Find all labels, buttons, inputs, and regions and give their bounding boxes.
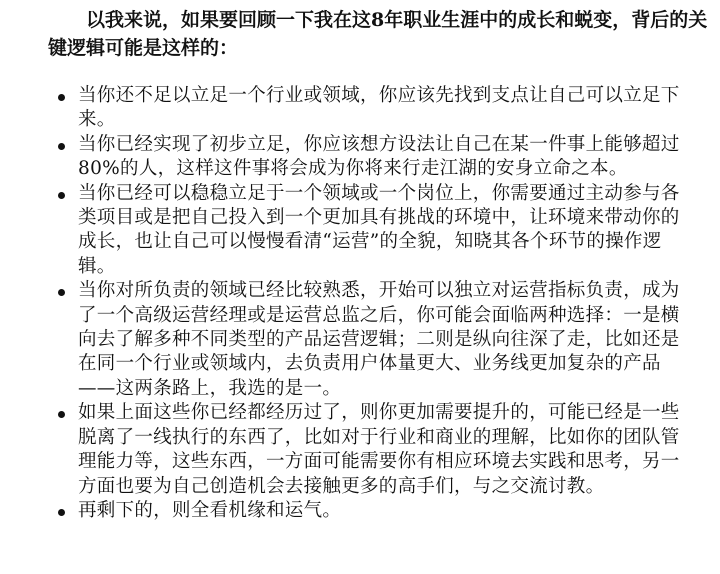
list-item-text: 当你还不足以立足一个行业或领域，你应该先找到支点让自己可以立足下来。 xyxy=(78,85,680,131)
list-item xyxy=(0,182,720,280)
list-item-text: 再剩下的，则全看机缘和运气。 xyxy=(78,499,342,521)
list-item-text: 当你已经可以稳稳立足于一个领域或一个岗位上，你需要通过主动参与各类项目或是把自己投入到一个更加具有挑战的环境中，让环境来带动你的成长，也让自己可以慢慢看清“运营”的全貌，知晓其各个环节的操作逻辑。 xyxy=(78,182,680,277)
bullet-icon xyxy=(58,509,65,516)
list-item xyxy=(0,401,720,499)
list-item-text: 当你已经实现了初步立足，你应该想方设法让自己在某一件事上能够超过80%的人，这样这件事将会成为你将来行走江湖的安身立命之本。 xyxy=(78,133,680,180)
list-item xyxy=(0,133,720,182)
bullet-icon xyxy=(58,94,65,101)
bullet-list xyxy=(0,84,720,523)
list-item xyxy=(0,499,720,523)
bullet-icon xyxy=(58,143,65,150)
bullet-icon xyxy=(58,289,65,296)
list-item-text: 如果上面这些你已经都经历过了，则你更加需要提升的，可能已经是一些脱离了一线执行的东西了，比如对于行业和商业的理解，比如你的团队管理能力等，这些东西，一方面可能需要你有相应环境去实践和思考，另一方面也要为自己创造机会去接触更多的高手们，与之交流讨教。 xyxy=(78,402,680,497)
bullet-icon xyxy=(58,192,65,199)
list-item-text: 当你对所负责的领域已经比较熟悉，开始可以独立对运营指标负责，成为了一个高级运营经理或是运营总监之后，你可能会面临两种选择：一是横向去了解多种不同类型的产品运营逻辑；二则是纵向往深了走，比如还是在同一个行业或领域内，去负责用户体量更大、业务线更加复杂的产品——这两条路上，我选的是一。 xyxy=(78,280,680,399)
list-item xyxy=(0,84,720,133)
intro-paragraph: 以我来说，如果要回顾一下我在这8年职业生涯中的成长和蜕变，背后的关键逻辑可能是这样的： xyxy=(48,9,708,59)
list-item xyxy=(0,279,720,401)
bullet-icon xyxy=(58,411,65,418)
